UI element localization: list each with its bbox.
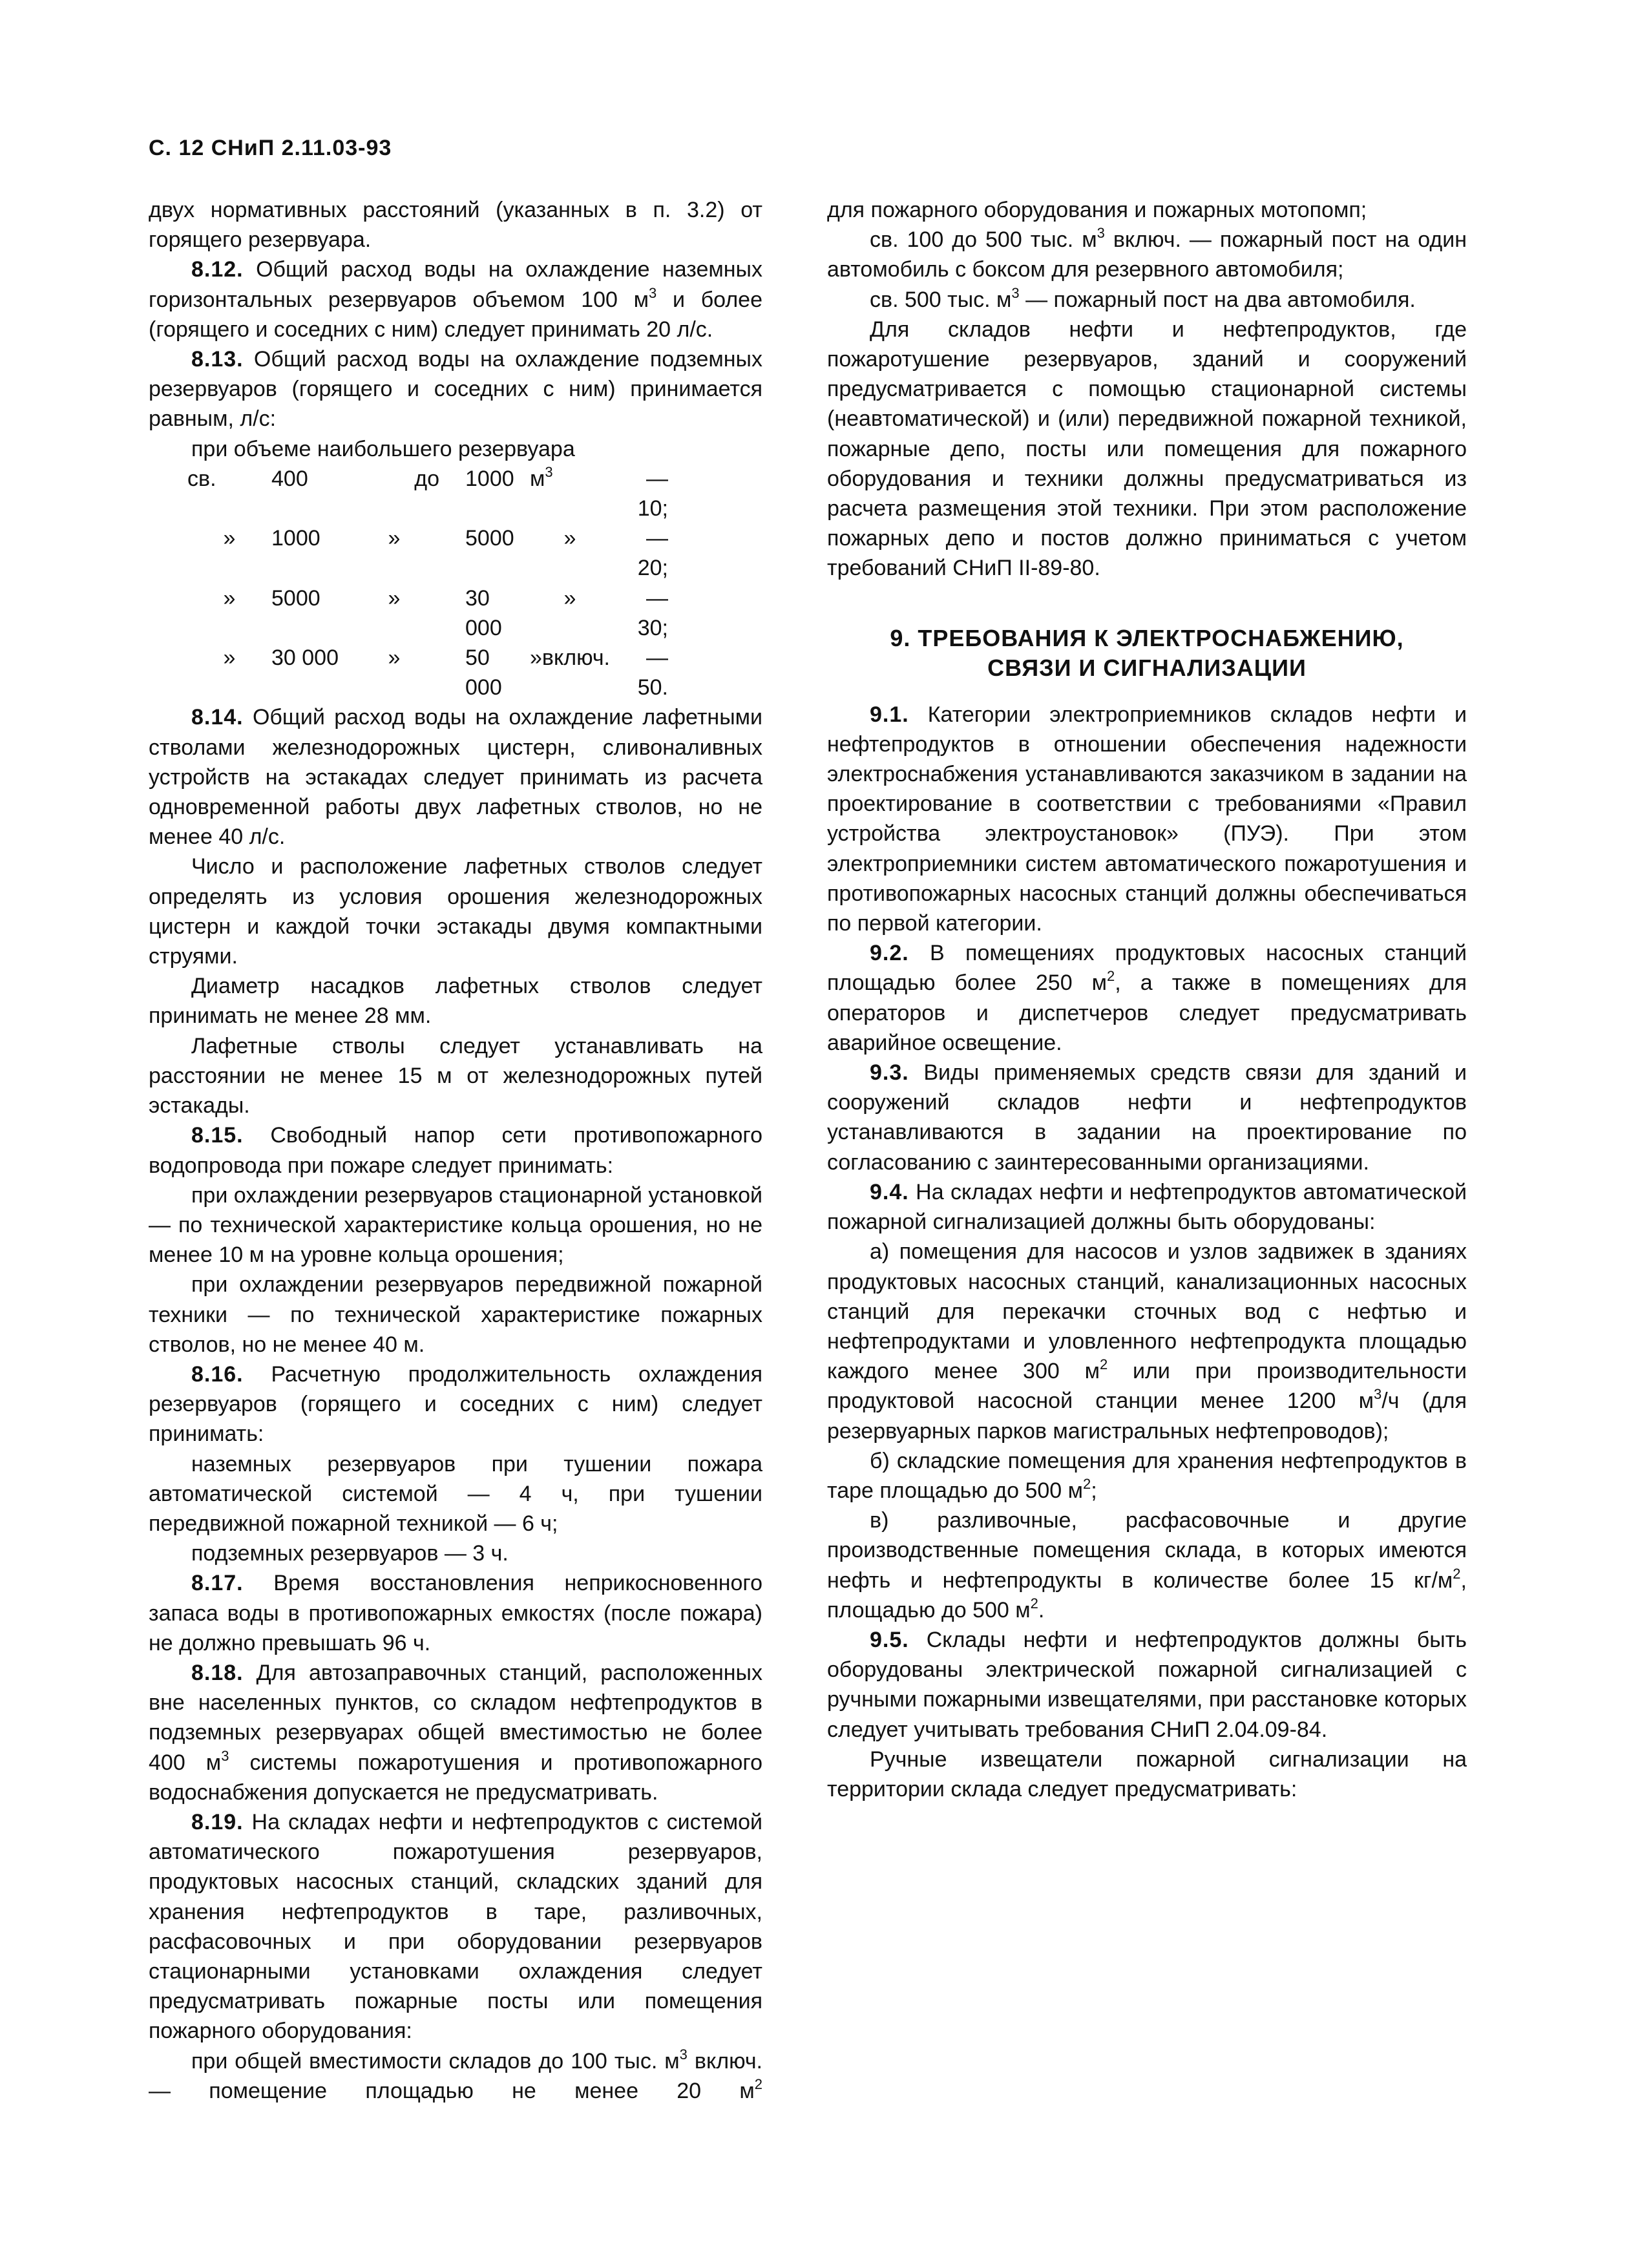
clause-number: 8.14. <box>191 705 244 730</box>
paragraph-8-19: 8.19. На складах нефти и нефтепродуктов с системой автоматического пожаротушения резервуаров, продуктовых насосных станций, складских зданий для хранения нефтепродуктов в таре, разливочных, расфасовочных и при оборудовании резервуаров стационарными установками охлаждения следует предусматривать пожарные посты или помещения пожарного оборудования: <box>149 1809 762 2044</box>
table-intro: при объеме наибольшего резервуара <box>191 436 575 461</box>
clause-number: 9.5. <box>870 1627 909 1652</box>
paragraph-8-19a: при общей вместимости складов до 100 тыс. $м^3$ включ. — помещение площадью не менее 20 $м^2$ <box>149 2046 762 2103</box>
paragraph-8-12: 8.12. Общий расход воды на охлаждение наземных горизонтальных резервуаров объемом 100 $м^3$ и более (горящего и соседних с ним) следует принимать 20 л/с. <box>149 257 762 342</box>
paragraph-9-2: 9.2. В помещениях продуктовых насосных станций площадью более 250 $м^2$, а также в помещениях для операторов и диспетчеров следует предусматривать аварийное освещение. <box>827 941 1467 1055</box>
paragraph-9-4c: в) разливочные, расфасовочные и другие производственные помещения склада, в которых имеются нефть и нефтепродукты в количестве более 15 $кг/м^2$, площадью до 500 $м^2$. <box>827 1508 1467 1622</box>
section-heading: 9. ТРЕБОВАНИЯ К ЭЛЕКТРОСНАБЖЕНИЮ, СВЯЗИ И СИГНАЛИЗАЦИИ <box>890 624 1404 681</box>
clause-number: 8.18. <box>191 1660 244 1685</box>
table-row: » 1000 » 5000 » — 20; <box>223 526 668 581</box>
clause-number: 8.19. <box>191 1809 244 1834</box>
clause-number: 8.16. <box>191 1361 244 1387</box>
left-column <box>149 195 762 2106</box>
table-row: св. 400 до 1000 $м^3$ — 10; <box>187 463 668 521</box>
paragraph-8-16a: наземных резервуаров при тушении пожара автоматической системой — 4 ч, при тушении передвижной пожарной техникой — 6 ч; <box>149 1451 762 1536</box>
paragraph-8-16b: подземных резервуаров — 3 ч. <box>191 1541 509 1566</box>
paragraph-9-3: 9.3. Виды применяемых средств связи для зданий и сооружений складов нефти и нефтепродуктов устанавливаются в задании на проектирование по согласованию с заинтересованными организациями. <box>827 1060 1467 1175</box>
clause-number: 8.12. <box>191 257 244 282</box>
paragraph-post-500: св. 500 тыс. $м^3$ — пожарный пост на два автомобиля. <box>870 284 1416 312</box>
paragraph-8-18: 8.18. Для автозаправочных станций, расположенных вне населенных пунктов, со складом нефтепродуктов в подземных резервуарах общей вместимостью не более 400 $м^3$ системы пожаротушения и противопожарного водоснабжения допускается не предусматривать. <box>149 1660 762 1805</box>
paragraph-9-4b: б) складские помещения для хранения нефтепродуктов в таре площадью до 500 $м^2$; <box>827 1448 1467 1503</box>
paragraph-8-15: 8.15. Свободный напор сети противопожарного водопровода при пожаре следует принимать: <box>149 1123 762 1178</box>
paragraph-9-5b: Ручные извещатели пожарной сигнализации на территории склада следует предусматривать: <box>827 1747 1467 1801</box>
clause-number: 9.4. <box>870 1179 909 1204</box>
paragraph-9-5: 9.5. Склады нефти и нефтепродуктов должны быть оборудованы электрической пожарной сигнализацией с ручными пожарными извещателями, при расстановке которых следует учитывать требования СНиП 2.04.09-84. <box>827 1627 1467 1742</box>
paragraph-8-15a: при охлаждении резервуаров стационарной установкой — по технической характеристике кольца орошения, но не менее 10 м на уровне кольца орошения; <box>149 1182 762 1268</box>
page-header: С. 12 СНиП 2.11.03-93 <box>149 136 392 160</box>
clause-number: 8.13. <box>191 347 244 372</box>
paragraph-9-4a: а) помещения для насосов и узлов задвижек в зданиях продуктовых насосных станций, канализационных насосных станций для перекачки сточных вод с нефтью и нефтепродуктами и уловленного нефтепродукта площадью каждого менее 300 $м^2$ или при производительности продуктовой насосной станции менее 1200 $м^3/ч$ (для резервуарных парков магистральных нефтепроводов); <box>827 1239 1467 1444</box>
paragraph-depots: Для складов нефти и нефтепродуктов, где пожаротушение резервуаров, зданий и сооружений предусматривается с помощью стационарной системы (неавтоматической) и (или) передвижной пожарной техникой, пожарные депо, посты или помещения для пожарного оборудования и техники должны предусматриваться из расчета размещения этой техники. При этом расположение пожарных депо и постов должно приниматься с учетом требований СНиП II-89-80. <box>827 317 1467 581</box>
clause-number: 9.1. <box>870 702 909 727</box>
paragraph-8-14c: Диаметр насадков лафетных стволов следует принимать не менее 28 мм. <box>149 974 762 1029</box>
paragraph-post-100-500: св. 100 до 500 тыс. $м^3$ включ. — пожарный пост на один автомобиль с боксом для резервного автомобиля; <box>827 225 1467 282</box>
paragraph-8-14: 8.14. Общий расход воды на охлаждение лафетными стволами железнодорожных цистерн, сливоналивных устройств на эстакадах следует принимать из расчета одновременной работы двух лафетных стволов, но не менее 40 л/с. <box>149 705 762 850</box>
right-column <box>827 195 1467 1804</box>
clause-number: 9.2. <box>870 941 909 966</box>
clause-number: 9.3. <box>870 1060 909 1086</box>
table-row: » 5000 » 30 000 » — 30; <box>223 585 668 640</box>
paragraph-9-4: 9.4. На складах нефти и нефтепродуктов автоматической пожарной сигнализацией должны быть оборудованы: <box>827 1179 1467 1235</box>
volume-flow-table <box>187 464 668 703</box>
clause-number: 8.15. <box>191 1123 244 1148</box>
paragraph-9-1: 9.1. Категории электроприемников складов нефти и нефтепродуктов в отношении обеспечения надежности электроснабжения устанавливаются заказчиком в задании на проектирование в соответствии с требованиями «Правил устройства электроустановок» (ПУЭ). При этом электроприемники систем автоматического пожаротушения и противопожарных насосных станций должны обеспечиваться по первой категории. <box>827 702 1467 936</box>
paragraph-intro: двух нормативных расстояний (указанных в п. 3.2) от горящего резервуара. <box>149 198 762 253</box>
clause-number: 8.17. <box>191 1571 244 1596</box>
paragraph-8-14b: Число и расположение лафетных стволов следует определять из условия орошения железнодорожных цистерн и каждой точки эстакады двумя компактными струями. <box>149 854 762 969</box>
paragraph-8-15b: при охлаждении резервуаров передвижной пожарной техники — по технической характеристике пожарных стволов, но не менее 40 м. <box>149 1272 762 1357</box>
paragraph-8-17: 8.17. Время восстановления неприкосновенного запаса воды в противопожарных емкостях (после пожара) не должно превышать 96 ч. <box>149 1571 762 1655</box>
paragraph-8-13: 8.13. Общий расход воды на охлаждение подземных резервуаров (горящего и соседних с ним) принимается равным, л/с: <box>149 347 762 432</box>
paragraph-8-14d: Лафетные стволы следует устанавливать на расстоянии не менее 15 м от железнодорожных путей эстакады. <box>149 1033 762 1118</box>
table-row: » 30 000 » 50 000 »включ. — 50. <box>223 646 668 700</box>
paragraph-8-16: 8.16. Расчетную продолжительность охлаждения резервуаров (горящего и соседних с ним) следует принимать: <box>149 1361 762 1447</box>
paragraph-continuation: для пожарного оборудования и пожарных мотопомп; <box>827 198 1367 222</box>
